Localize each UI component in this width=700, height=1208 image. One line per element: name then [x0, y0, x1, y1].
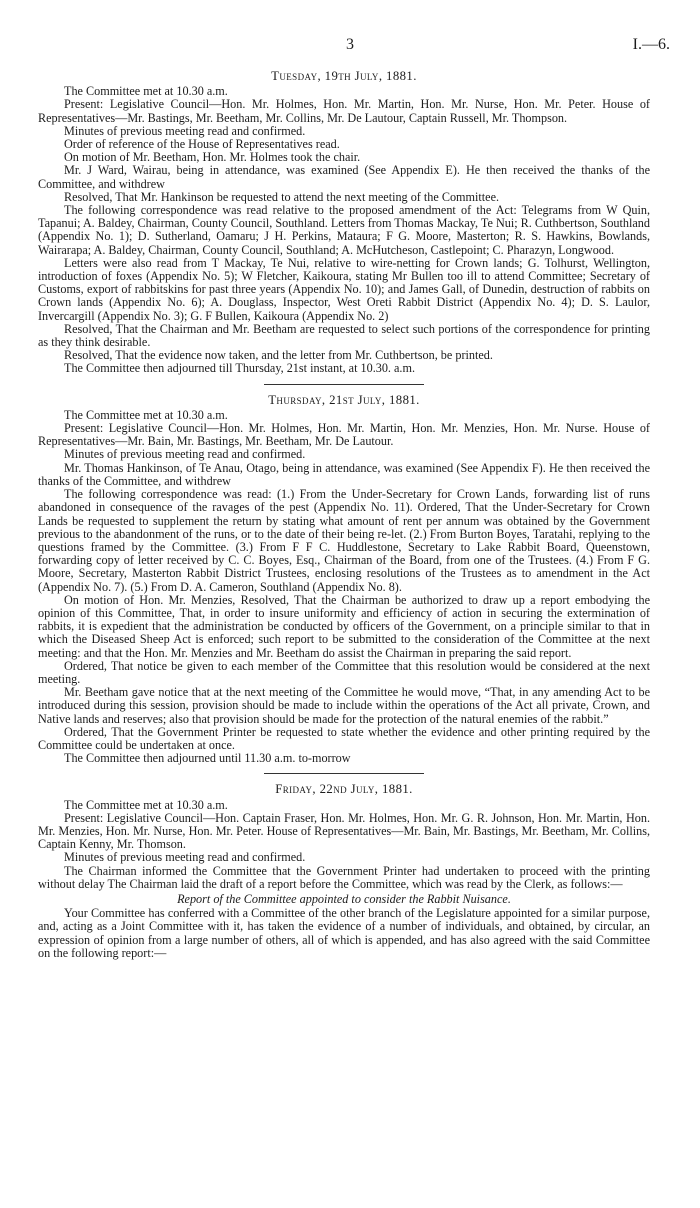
meeting-date-heading: Friday, 22nd July, 1881.: [275, 782, 413, 797]
minutes-paragraph: Resolved, That Mr. Hankinson be requested to attend the next meeting of the Committee.: [64, 189, 500, 204]
section-divider: [264, 773, 424, 774]
minutes-paragraph: On motion of Mr. Beetham, Hon. Mr. Holmes took the chair.: [64, 150, 361, 165]
minutes-paragraph: Ordered, That notice be given to each member of the Committee that this resolution would be considered at the next meeting.: [38, 658, 650, 686]
report-section: [38, 893, 650, 960]
minutes-body: [38, 68, 650, 960]
minutes-paragraph: Minutes of previous meeting read and confirmed.: [64, 850, 306, 865]
minutes-paragraph: Letters were also read from T Mackay, Te Nui, relative to wire-netting for Crown lands; G. Tolhurst, Wellington, introduction of foxes (Appendix No. 5); W Fletcher, Kaikoura, stating Mr Bullen too ill to attend Committee; Secretary of Customs, export of rabbitskins for past three years (Appendix No. 10); and James Gall, of Dunedin, destruction of rabbits on Crown lands (Appendix No. 6); A. Douglass, Inspector, West Oreti Rabbit District (Appendix No. 4); D. S. Laulor, Invercargill (Appendix No. 3); G. F Bullen, Kaikoura (Appendix No. 2): [38, 255, 650, 323]
meeting-date-heading: Thursday, 21st July, 1881.: [268, 392, 420, 407]
minutes-paragraph: Mr. Thomas Hankinson, of Te Anau, Otago, being in attendance, was examined (See Appendix F). He then received the thanks of the Committee, and withdrew: [38, 460, 650, 488]
minutes-paragraph: Mr. J Ward, Wairau, being in attendance, was examined (See Appendix E). He then received the thanks of the Committee, and withdrew: [38, 163, 650, 191]
minutes-paragraph: Minutes of previous meeting read and confirmed.: [64, 123, 306, 138]
meeting-date-heading: Tuesday, 19th July, 1881.: [271, 69, 417, 83]
minutes-paragraph: The Committee then adjourned until 11.30 a.m. to-morrow: [64, 751, 351, 766]
minutes-paragraph: On motion of Hon. Mr. Menzies, Resolved, That the Chairman be authorized to draw up a report embodying the opinion of this Committee, That, in order to insure uniformity and efficiency of action in securing the extermination of rabbits, it is expedient that the administration be conducted by officers of the Government, on a principle similar to that in which the Diseased Sheep Act is enforced; such report to be submitted to the consideration of the Committee at the next meeting: and that the Hon. Mr. Menzies and Mr. Beetham do assist the Chairman in preparing the said report.: [38, 592, 650, 660]
minutes-paragraph: The Committee met at 10.30 a.m.: [64, 797, 228, 812]
minutes-paragraph: Resolved, That the evidence now taken, and the letter from Mr. Cuthbertson, be printed.: [64, 348, 493, 363]
minutes-paragraph: Ordered, That the Government Printer be requested to state whether the evidence and other printing required by the Committee could be undertaken at once.: [38, 724, 650, 752]
minutes-paragraph: Present: Legislative Council—Hon. Mr. Holmes, Hon. Mr. Martin, Hon. Mr. Nurse, Hon. Mr. Peter. House of Representatives—Mr. Bastings, Mr. Beetham, Mr. Collins, Mr. De Lautour, Captain Russell, Mr. Thompson.: [38, 97, 650, 125]
page-number: 3: [346, 36, 354, 53]
section-divider: [264, 384, 424, 385]
minutes-paragraph: The Committee met at 10.30 a.m.: [64, 407, 228, 422]
minutes-paragraph: The following correspondence was read relative to the proposed amendment of the Act: Telegrams from W Quin, Tapanui; A. Baldey, Chairman, County Council, Southland. Letters from Thomas Mackay, Te Nui; R. Cuthbertson, Southland (Appendix No. 1); D. Sutherland, Oamaru; J H. Perkins, Mataura; F G. Moore, Masterton; R. S. Hawkins, Bowlands, Wairarapa; A. Baldey, Chairman, County Council, Southland; A. McHutcheson, Castlepoint; C. Pharazyn, Longwood.: [38, 203, 650, 257]
minutes-paragraph: Mr. Beetham gave notice that at the next meeting of the Committee he would move, “That, in any amending Act to be introduced during this session, provision should be made to include within the operations of the Act all private, Crown, and Native lands and reserves; also that provision should be made for the protection of the natural enemies of the rabbit.”: [38, 685, 650, 726]
minutes-paragraph: Minutes of previous meeting read and confirmed.: [64, 447, 306, 462]
report-title: Report of the Committee appointed to consider the Rabbit Nuisance.: [177, 891, 511, 906]
minutes-paragraph: Order of reference of the House of Representatives read.: [64, 137, 340, 152]
minutes-paragraph: The Chairman informed the Committee that the Government Printer had undertaken to proceed with the printing without delay The Chairman laid the draft of a report before the Committee, which was read by the Clerk, as follows:—: [38, 863, 650, 891]
minutes-paragraph: Resolved, That the Chairman and Mr. Beetham are requested to select such portions of the correspondence for printing as they think desirable.: [38, 321, 650, 350]
report-paragraph: Your Committee has conferred with a Committee of the other branch of the Legislature appointed for a similar purpose, and, acting as a Joint Committee with it, has taken the evidence of a number of individuals, and obtained, by circular, an expression of opinion from a large number of others, all of which is appended, and has also agreed with the said Committee on the following report:—: [38, 906, 650, 960]
minutes-paragraph: Present: Legislative Council—Hon. Mr. Holmes, Hon. Mr. Martin, Hon. Mr. Menzies, Hon. Mr. Nurse. House of Representatives—Mr. Bain, Mr. Bastings, Mr. Beetham, Mr. De Lautour.: [38, 421, 650, 449]
minutes-paragraph: The Committee then adjourned till Thursday, 21st instant, at 10.30. a.m.: [64, 361, 416, 376]
minutes-paragraph: Present: Legislative Council—Hon. Captain Fraser, Hon. Mr. Holmes, Hon. Mr. G. R. Johnson, Hon. Mr. Martin, Hon. Mr. Menzies, Hon. Mr. Nurse, Hon. Mr. Peter. House of Representatives—Mr. Bain, Mr. Bastings, Mr. Beetham, Mr. Collins, Captain Kenny, Mr. Thomson.: [38, 810, 650, 852]
document-reference: I.—6.: [632, 36, 670, 53]
minutes-paragraph: The following correspondence was read: (1.) From the Under-Secretary for Crown Lands, forwarding list of runs abandoned in consequence of the ravages of the pest (Appendix No. 11). Ordered, That the Under-Secretary for Crown Lands be requested to supplement the return by stating what amount of rent per annum was obtained by the Government previous to the abandonment of the runs, or to the date of their being re-let. (2.) From Burton Boyes, Taratahi, replying to the questions framed by the Committee. (3.) From F F C. Huddlestone, Secretary to Lake Rabbit Board, Queenstown, forwarding copy of letter received by C. C. Boyes, Esq., Chairman of the Board, from one of the Trustees. (4.) From F G. Moore, Secretary, Masterton Rabbit District Trustees, enclosing resolutions of the Trustees as to amendment in the Act (Appendix No. 7). (5.) From D. A. Cameron, Southland (Appendix No. 8).: [38, 487, 650, 594]
minutes-paragraph: The Committee met at 10.30 a.m.: [64, 84, 228, 99]
